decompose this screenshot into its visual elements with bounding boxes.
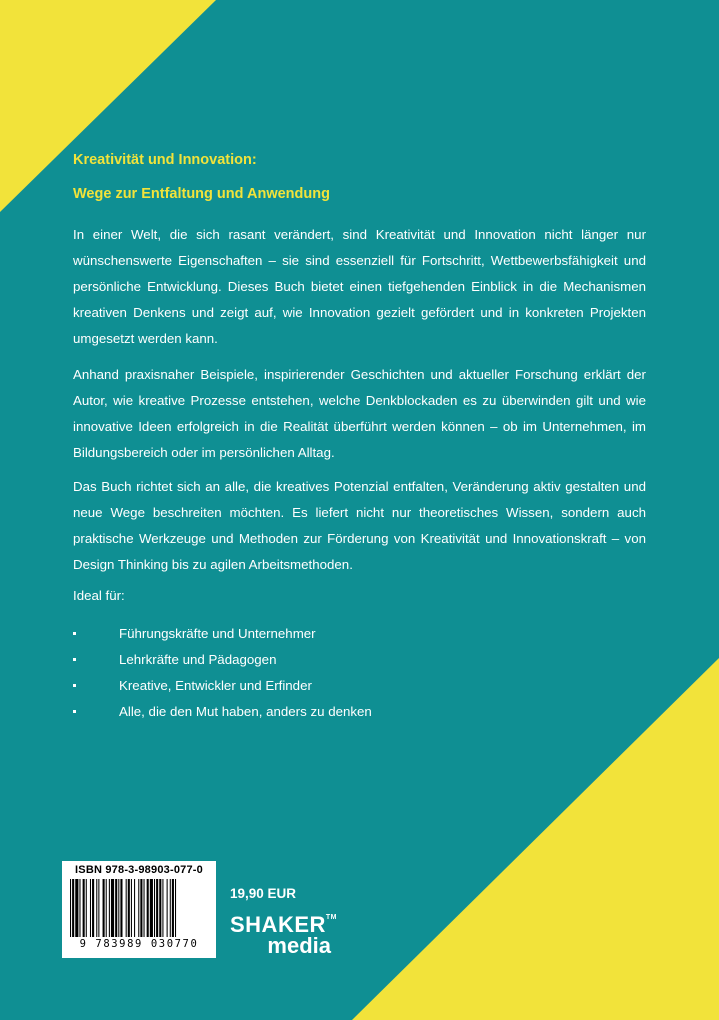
barcode-stripe — [167, 879, 168, 937]
paragraph-3: Das Buch richtet sich an alle, die kreatives Potenzial entfalten, Veränderung aktiv gestalten und neue Wege beschreiten möchten. Es liefert nicht nur theoretisches Wissen, sondern auch praktische Werkzeuge und Methoden zur Förderung von Kreativität und Innovationskraft – von Design Thinking bis zu agilen Arbeitsmethoden. — [73, 479, 646, 572]
barcode-stripe — [134, 879, 135, 937]
barcode-stripe — [126, 879, 127, 937]
barcode-stripe — [83, 879, 85, 937]
barcode-stripe — [86, 879, 87, 937]
barcode-stripe — [154, 879, 155, 937]
barcode-stripe — [70, 879, 71, 937]
barcode-stripe — [118, 879, 119, 937]
list-item-text: Führungskräfte und Unternehmer — [119, 626, 316, 641]
barcode-stripe — [75, 879, 78, 937]
barcode-stripe — [138, 879, 139, 937]
barcode — [62, 861, 216, 958]
barcode-stripe — [172, 879, 174, 937]
bullet-icon — [73, 658, 76, 661]
barcode-stripe — [103, 879, 105, 937]
barcode-bars — [70, 879, 208, 939]
barcode-stripe — [144, 879, 145, 937]
barcode-stripe — [156, 879, 158, 937]
ean-number: 9 783989 030770 — [79, 938, 199, 950]
barcode-stripe — [111, 879, 114, 937]
barcode-stripe — [150, 879, 153, 937]
barcode-stripe — [131, 879, 132, 937]
trademark: TM — [325, 914, 338, 921]
list-item-text: Alle, die den Mut haben, anders zu denken — [119, 704, 372, 719]
barcode-stripe — [120, 879, 122, 937]
isbn-text: ISBN 978-3-98903-077-0 — [75, 864, 203, 876]
publisher-name: SHAKER — [230, 912, 326, 937]
barcode-stripe — [159, 879, 161, 937]
list-item-text: Lehrkräfte und Pädagogen — [119, 652, 277, 667]
barcode-stripe — [79, 879, 80, 937]
barcode-stripe — [170, 879, 171, 937]
ideal-label: Ideal für: — [73, 588, 125, 603]
barcode-stripe — [90, 879, 91, 937]
price: 19,90 EUR — [230, 886, 297, 901]
title-line-2: Wege zur Entfaltung und Anwendung — [73, 186, 330, 202]
barcode-stripe — [72, 879, 74, 937]
publisher-logo — [230, 914, 337, 957]
list-item-text: Kreative, Entwickler und Erfinder — [119, 678, 312, 693]
publisher-subname: media — [267, 933, 332, 958]
bullet-icon — [73, 710, 76, 713]
bullet-icon — [73, 684, 76, 687]
paragraph-2: Anhand praxisnaher Beispiele, inspirierender Geschichten und aktueller Forschung erklärt der Autor, wie kreative Prozesse entstehen, welche Denkblockaden es zu überwinden gilt und wie innovative Ideen erfolgreich in die Realität überführt werden können – ob im Unternehmen, im Bildungsbereich oder im persönlichen Alltag. — [73, 367, 646, 460]
barcode-stripe — [147, 879, 149, 937]
barcode-stripe — [98, 879, 99, 937]
paragraph-1: In einer Welt, die sich rasant verändert, sind Kreativität und Innovation nicht länger nur wünschenswerte Eigenschaften – sie sind essenziell für Fortschritt, Wettbewerbsfähigkeit und persönliche Entwicklung. Dieses Buch bietet einen tiefgehenden Einblick in die Mechanismen kreativen Denkens und zeigt auf, wie Innovation gezielt gefördert und in konkreten Projekten umgesetzt werden kann. — [73, 227, 646, 346]
bullet-icon — [73, 632, 76, 635]
barcode-stripe — [175, 879, 176, 937]
barcode-stripe — [96, 879, 97, 937]
title-line-1: Kreativität und Innovation: — [73, 152, 257, 168]
barcode-stripe — [162, 879, 163, 937]
barcode-stripe — [115, 879, 117, 937]
barcode-stripe — [140, 879, 142, 937]
barcode-stripe — [109, 879, 110, 937]
barcode-stripe — [106, 879, 107, 937]
barcode-stripe — [128, 879, 130, 937]
barcode-stripe — [92, 879, 94, 937]
